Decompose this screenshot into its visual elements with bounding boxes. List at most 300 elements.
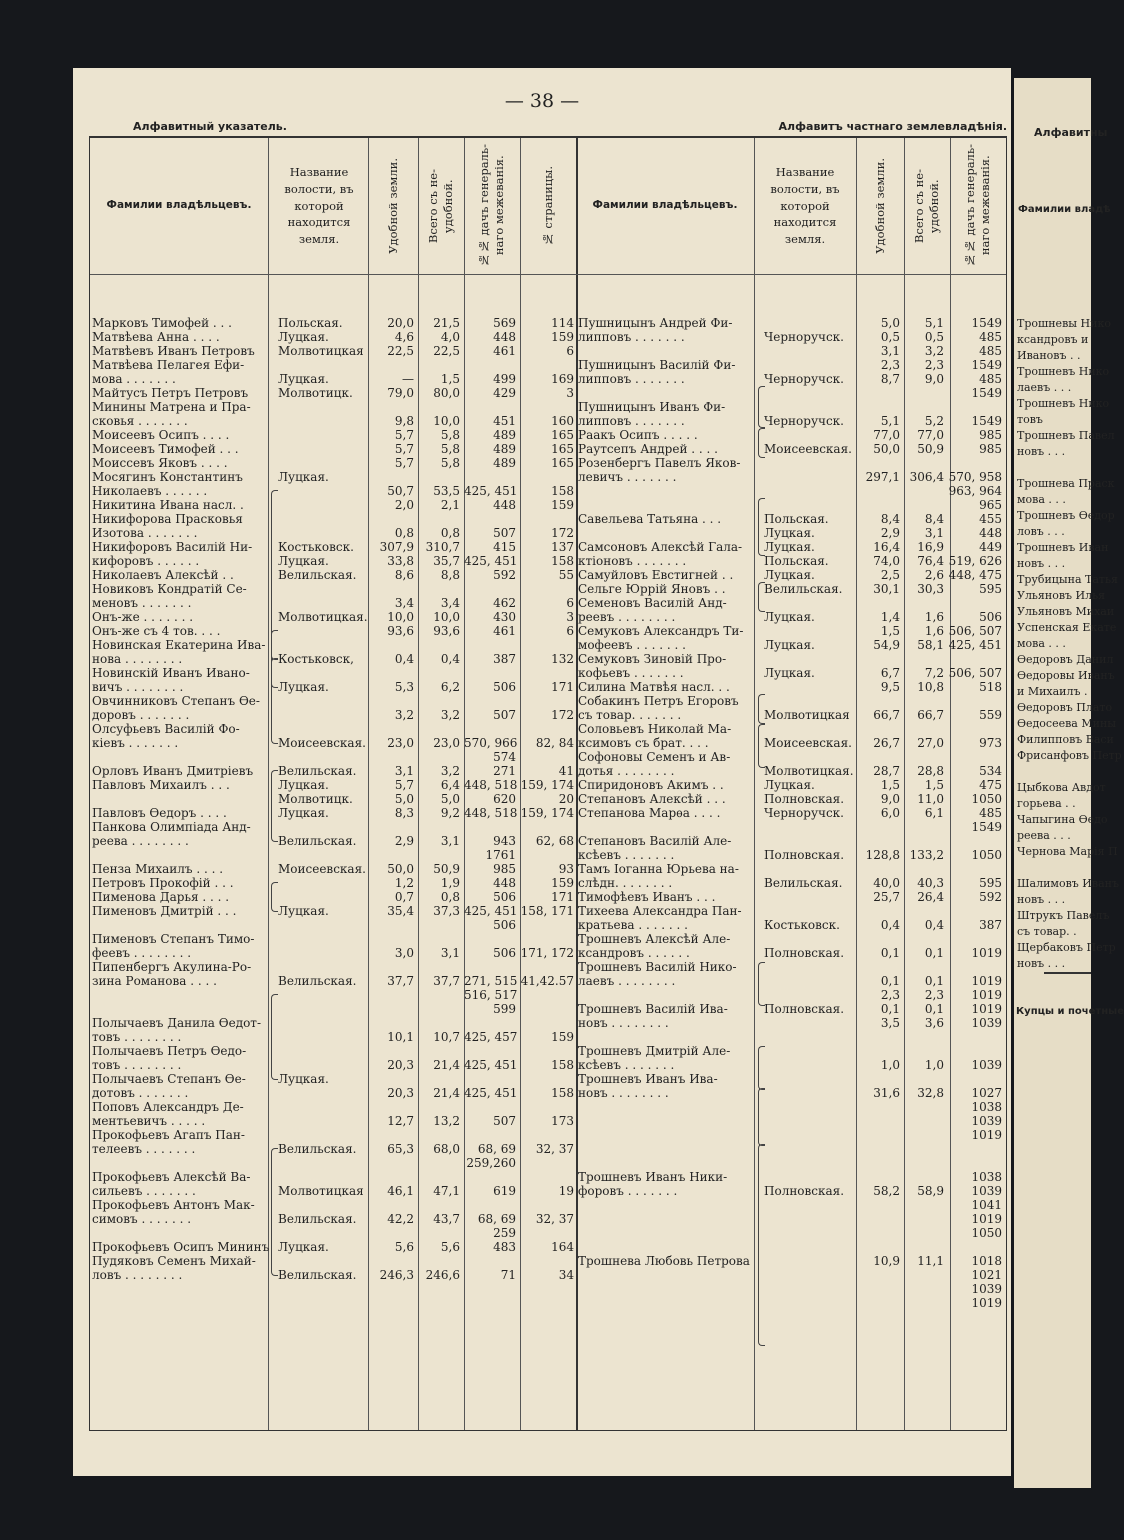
total-land: 11,1: [917, 1254, 944, 1268]
table-row: [578, 1282, 1006, 1296]
owner-name: товъ . . . . . . . .: [92, 1058, 182, 1072]
usable-land: 3,1: [880, 344, 900, 358]
owner-name: съ товар. . . . . . .: [578, 708, 682, 722]
table-row: [92, 974, 576, 988]
owner-name: Панкова Олимпіада Анд-: [92, 820, 251, 834]
group-brace: [758, 428, 765, 458]
volost-name: Костьковск,: [278, 652, 354, 666]
dacha-numbers: 507: [493, 708, 516, 722]
table-row: [92, 1212, 576, 1226]
owner-name: липповъ . . . . . . .: [578, 414, 685, 428]
owner-name: Николаевъ Алексѣй . .: [92, 568, 234, 582]
total-land: 1,0: [924, 1058, 944, 1072]
owner-name: Павловъ Ѳедоръ . . . .: [92, 806, 227, 820]
page-refs: 62, 68: [535, 834, 574, 848]
table-row: [578, 414, 1006, 428]
dacha-numbers: 570, 966: [464, 736, 518, 750]
owner-name: ксандровъ . . . . . .: [578, 946, 690, 960]
usable-land: 0,1: [880, 974, 900, 988]
dacha-numbers: 570, 958: [948, 470, 1002, 484]
table-row: [578, 540, 1006, 554]
total-land: 16,9: [917, 540, 944, 554]
dacha-numbers: 483: [493, 1240, 516, 1254]
dacha-numbers: 1549: [971, 414, 1002, 428]
total-land: 76,4: [917, 554, 944, 568]
usable-land: 93,6: [387, 624, 414, 638]
usable-land: 42,2: [387, 1212, 414, 1226]
usable-land: 3,5: [880, 1016, 900, 1030]
dacha-numbers: 1039: [971, 1114, 1002, 1128]
total-land: 5,8: [440, 456, 460, 470]
total-land: 3,6: [924, 1016, 944, 1030]
owner-name: Пудяковъ Семенъ Михай-: [92, 1254, 256, 1268]
total-land: 5,2: [924, 414, 944, 428]
volost-name: Велильская.: [278, 764, 357, 778]
owner-name: ксимовъ съ брат. . . .: [578, 736, 709, 750]
dacha-numbers: 507: [493, 526, 516, 540]
volost-name: Моисеевская.: [764, 736, 852, 750]
volost-name: Молвотицкая: [764, 708, 850, 722]
dacha-numbers: 449: [979, 540, 1002, 554]
owner-name: Овчинниковъ Степанъ Ѳе-: [92, 694, 260, 708]
table-row: [578, 1128, 1006, 1142]
table-row: [578, 386, 1006, 400]
dacha-numbers: 973: [979, 736, 1002, 750]
owner-name: Степанова Марѳа . . . .: [578, 806, 721, 820]
dacha-numbers: 451: [493, 414, 516, 428]
table-row: [578, 1086, 1006, 1100]
table-row: [578, 344, 1006, 358]
adjacent-page-header: Алфавитны: [1034, 126, 1108, 139]
table-row: [578, 1002, 1006, 1016]
adjacent-page-line: горьева . .: [1017, 797, 1076, 810]
page-refs: 6: [566, 624, 574, 638]
owner-name: Прокофьевъ Антонъ Мак-: [92, 1198, 255, 1212]
owner-name: кратьева . . . . . . .: [578, 918, 688, 932]
owner-name: дотовъ . . . . . . .: [92, 1086, 189, 1100]
total-land: 30,3: [917, 582, 944, 596]
dacha-numbers: 271, 515: [464, 974, 518, 988]
table-row: [578, 722, 1006, 736]
total-land: 0,1: [924, 946, 944, 960]
total-land: 53,5: [433, 484, 460, 498]
table-row: [92, 666, 576, 680]
table-row: [92, 778, 576, 792]
adjacent-page-line: и Михаилъ .: [1017, 685, 1088, 698]
owner-name: Тимофѣевъ Иванъ . . .: [578, 890, 716, 904]
adjacent-page-line: Трошневъ Нико: [1017, 397, 1110, 410]
dacha-numbers: 1021: [971, 1268, 1002, 1282]
owner-name: Новиковъ Кондратій Се-: [92, 582, 247, 596]
owner-name: Моисеевъ Осипъ . . . .: [92, 428, 230, 442]
dacha-numbers: 455: [979, 512, 1002, 526]
table-row: [578, 1016, 1006, 1030]
owner-name: доровъ . . . . . . .: [92, 708, 190, 722]
dacha-numbers: 943: [493, 834, 516, 848]
owner-name: Трошневъ Василій Нико-: [578, 960, 737, 974]
table-row: [578, 610, 1006, 624]
table-row: [92, 946, 576, 960]
total-land: 93,6: [433, 624, 460, 638]
owner-name: зина Романова . . . .: [92, 974, 217, 988]
total-land: 6,2: [440, 680, 460, 694]
table-row: [578, 806, 1006, 820]
owner-name: Сельге Юррій Яновъ . .: [578, 582, 726, 596]
table-row: [92, 806, 576, 820]
dacha-numbers: 425, 451: [464, 484, 518, 498]
usable-land: 8,6: [394, 568, 414, 582]
table-row: [578, 1058, 1006, 1072]
adjacent-page-line: Трубицына Татья: [1017, 573, 1118, 586]
owner-name: Пушницынъ Василій Фи-: [578, 358, 736, 372]
owner-name: Прокофьевъ Осипъ Мининъ: [92, 1240, 270, 1254]
table-row: [92, 820, 576, 834]
total-land: 37,3: [433, 904, 460, 918]
dacha-numbers: 519, 626: [948, 554, 1002, 568]
volost-name: Моисеевская.: [278, 862, 366, 876]
volost-name: Молвотицк.: [278, 792, 353, 806]
usable-land: 5,3: [394, 680, 414, 694]
dacha-numbers: 506, 507: [948, 666, 1002, 680]
owner-name: новъ . . . . . . . .: [578, 1086, 669, 1100]
total-land: 3,2: [440, 708, 460, 722]
dacha-numbers: 1019: [971, 1212, 1002, 1226]
table-row: [578, 1198, 1006, 1212]
table-row: [92, 1254, 576, 1268]
table-row: [92, 582, 576, 596]
volost-name: Луцкая.: [278, 372, 329, 386]
group-brace: [758, 1144, 765, 1346]
total-land: 3,1: [440, 834, 460, 848]
owner-name: Силина Матвѣя насл. . .: [578, 680, 730, 694]
owner-name: феевъ . . . . . . . .: [92, 946, 192, 960]
volost-name: Велильская.: [278, 1142, 357, 1156]
owner-name: Прокофьевъ Алексѣй Ва-: [92, 1170, 251, 1184]
table-row: [92, 750, 576, 764]
total-land: 37,7: [433, 974, 460, 988]
owner-name: Розенбергъ Павелъ Яков-: [578, 456, 741, 470]
usable-land: 58,2: [873, 1184, 900, 1198]
volost-name: Польская.: [764, 554, 829, 568]
dacha-numbers: 430: [493, 610, 516, 624]
page-refs: 82, 84: [535, 736, 574, 750]
usable-land: 50,0: [387, 862, 414, 876]
table-row: [578, 1100, 1006, 1114]
dacha-numbers: 1019: [971, 1296, 1002, 1310]
volost-name: Моисеевская.: [764, 442, 852, 456]
volost-name: Луцкая.: [278, 1240, 329, 1254]
total-land: 0,4: [440, 652, 460, 666]
volost-name: Велильская.: [764, 582, 843, 596]
table-row: [578, 708, 1006, 722]
owner-name: форовъ . . . . . . .: [578, 1184, 678, 1198]
usable-land: 50,0: [873, 442, 900, 456]
usable-land: 307,9: [379, 540, 414, 554]
dacha-numbers: 1019: [971, 988, 1002, 1002]
owner-name: слѣдн. . . . . . . .: [578, 876, 673, 890]
usable-land: 0,1: [880, 946, 900, 960]
owner-name: Пименова Дарья . . . .: [92, 890, 230, 904]
usable-land: 3,4: [394, 596, 414, 610]
page-refs: 114: [551, 316, 574, 330]
dacha-numbers: 1549: [971, 316, 1002, 330]
dacha-numbers: 569: [493, 316, 516, 330]
owner-name: липповъ . . . . . . .: [578, 330, 685, 344]
owner-name: Николаевъ . . . . . .: [92, 484, 208, 498]
volost-name: Луцкая.: [278, 470, 329, 484]
table-row: [92, 638, 576, 652]
volost-name: Велильская.: [278, 1268, 357, 1282]
dacha-numbers: 1019: [971, 1128, 1002, 1142]
table-row: [92, 330, 576, 344]
dacha-numbers: 506: [493, 946, 516, 960]
table-row: [578, 1072, 1006, 1086]
dacha-numbers: 429: [493, 386, 516, 400]
usable-land: 65,3: [387, 1142, 414, 1156]
group-brace: [271, 882, 278, 912]
col-header-owners: Фамилии владѣльцевъ.: [592, 199, 738, 212]
total-land: 0,5: [924, 330, 944, 344]
owner-name: Новинскій Иванъ Ивано-: [92, 666, 250, 680]
total-land: 9,0: [924, 372, 944, 386]
owner-name: Павловъ Михаилъ . . .: [92, 778, 230, 792]
usable-land: 5,1: [880, 414, 900, 428]
page-refs: 165: [551, 428, 574, 442]
page-refs: 160: [551, 414, 574, 428]
table-row: [92, 1198, 576, 1212]
owner-name: Пушницынъ Андрей Фи-: [578, 316, 733, 330]
table-row: [92, 652, 576, 666]
owner-name: Семеновъ Василій Анд-: [578, 596, 727, 610]
adjacent-page-line: Трошневъ Иван: [1017, 541, 1109, 554]
adjacent-page-line: Чапыгина Ѳедо: [1017, 813, 1108, 826]
table-row: [92, 876, 576, 890]
dacha-numbers: 985: [493, 862, 516, 876]
usable-land: 74,0: [873, 554, 900, 568]
total-land: 77,0: [917, 428, 944, 442]
adjacent-page-section: Купцы и почетные: [1016, 1006, 1124, 1017]
adjacent-page-line: съ товар. .: [1017, 925, 1077, 938]
owner-name: Трошневъ Иванъ Ива-: [578, 1072, 718, 1086]
page-refs: 164: [551, 1240, 574, 1254]
dacha-numbers: 387: [493, 652, 516, 666]
page-refs: 172: [551, 708, 574, 722]
volost-name: Молвотицкая.: [764, 764, 854, 778]
total-land: 3,2: [440, 764, 460, 778]
running-header-left: Алфавитный указатель.: [133, 120, 287, 133]
owner-name: Матвѣева Анна . . . .: [92, 330, 220, 344]
col-header-volost: Название волости, въ которой находится земля.: [770, 165, 840, 246]
table-row: [578, 820, 1006, 834]
owner-name: телеевъ . . . . . . .: [92, 1142, 196, 1156]
table-row: [578, 652, 1006, 666]
table-row: [578, 974, 1006, 988]
table-row: [578, 624, 1006, 638]
usable-land: 5,7: [394, 456, 414, 470]
dacha-numbers: 425, 451: [464, 554, 518, 568]
adjacent-page-rule: [1044, 972, 1091, 974]
adjacent-page-line: Трошневы Нико: [1017, 317, 1111, 330]
table-row: [578, 330, 1006, 344]
adjacent-page-line: Трошнева Праск: [1017, 477, 1115, 490]
owner-name: ксѣевъ . . . . . . .: [578, 848, 675, 862]
table-row: [578, 946, 1006, 960]
page-refs: 159: [551, 876, 574, 890]
group-brace: [758, 582, 765, 612]
total-land: 246,6: [425, 1268, 460, 1282]
dacha-numbers: 448: [493, 876, 516, 890]
adjacent-page-line: Фрисанфовъ Петр: [1017, 749, 1122, 762]
adjacent-page-owner-header: Фамилии владѣ: [1018, 204, 1111, 215]
owner-name: Петровъ Прокофій . . .: [92, 876, 234, 890]
table-row: [578, 1268, 1006, 1282]
usable-land: 246,3: [379, 1268, 414, 1282]
usable-land: 46,1: [387, 1184, 414, 1198]
dacha-numbers: 415: [493, 540, 516, 554]
adjacent-page-line: новъ . . .: [1017, 445, 1066, 458]
usable-land: 20,0: [387, 316, 414, 330]
usable-land: 2,0: [394, 498, 414, 512]
volost-name: Луцкая.: [278, 904, 329, 918]
page-refs: 20: [558, 792, 574, 806]
table-row: [92, 456, 576, 470]
total-land: 1,9: [440, 876, 460, 890]
usable-land: 1,5: [880, 778, 900, 792]
volost-name: Велильская.: [278, 1212, 357, 1226]
usable-land: 35,4: [387, 904, 414, 918]
dacha-numbers: 1549: [971, 820, 1002, 834]
table-row: [578, 316, 1006, 330]
dacha-numbers: 1761: [485, 848, 516, 862]
table-row: [92, 386, 576, 400]
usable-land: 26,7: [873, 736, 900, 750]
total-land: 3,4: [440, 596, 460, 610]
usable-land: 23,0: [387, 736, 414, 750]
owner-name: мофеевъ . . . . . . .: [578, 638, 686, 652]
dacha-numbers: 506: [493, 918, 516, 932]
dacha-numbers: 425, 451: [464, 1086, 518, 1100]
dacha-numbers: 1027: [971, 1086, 1002, 1100]
dacha-numbers: 506: [979, 610, 1002, 624]
page-refs: 93: [558, 862, 574, 876]
owner-name: Трошневъ Дмитрій Але-: [578, 1044, 731, 1058]
usable-land: 6,7: [880, 666, 900, 680]
total-land: 6,4: [440, 778, 460, 792]
group-brace: [758, 1046, 765, 1090]
total-land: 11,0: [917, 792, 944, 806]
dacha-numbers: 592: [979, 890, 1002, 904]
total-land: 10,0: [433, 610, 460, 624]
total-land: 66,7: [917, 708, 944, 722]
owner-name: Савельева Татьяна . . .: [578, 512, 722, 526]
col-header-total: Всего съ не- удобной.: [912, 168, 941, 244]
usable-land: 9,0: [880, 792, 900, 806]
owner-name: Собакинъ Петръ Егоровъ: [578, 694, 739, 708]
owner-name: Трошневъ Василій Ива-: [578, 1002, 728, 1016]
table-row: [578, 890, 1006, 904]
volost-name: Луцкая.: [764, 666, 815, 680]
volost-name: Полновская.: [764, 792, 845, 806]
dacha-numbers: 1039: [971, 1282, 1002, 1296]
table-row: [92, 414, 576, 428]
owner-name: Трошнева Любовь Петрова: [578, 1254, 750, 1268]
dacha-numbers: 448, 518: [464, 806, 518, 820]
table-row: [578, 1226, 1006, 1240]
table-row: [92, 498, 576, 512]
adjacent-page-line: Трошневъ Павел: [1017, 429, 1115, 442]
table-row: [92, 540, 576, 554]
usable-land: 4,6: [394, 330, 414, 344]
page-refs: 32, 37: [535, 1142, 574, 1156]
page-refs: 173: [551, 1114, 574, 1128]
total-land: 1,5: [440, 372, 460, 386]
table-row: [578, 1044, 1006, 1058]
owner-name: Семуковъ Зиновій Про-: [578, 652, 727, 666]
page-refs: 158: [551, 1086, 574, 1100]
dacha-numbers: 448, 475: [948, 568, 1002, 582]
col-header-pages: № страницы.: [540, 165, 555, 247]
usable-land: 30,1: [873, 582, 900, 596]
usable-land: 79,0: [387, 386, 414, 400]
volost-name: Полновская.: [764, 1002, 845, 1016]
table-row: [578, 1142, 1006, 1156]
dacha-numbers: 1039: [971, 1184, 1002, 1198]
table-row: [92, 890, 576, 904]
dacha-numbers: 619: [493, 1184, 516, 1198]
total-land: 40,3: [917, 876, 944, 890]
adjacent-page-line: Ѳедосеева Мины: [1017, 717, 1117, 730]
table-row: [578, 1170, 1006, 1184]
volost-name: Польская.: [764, 512, 829, 526]
adjacent-page-line: Шалимовъ Иванъ: [1017, 877, 1119, 890]
owner-name: Онъ-же . . . . . . .: [92, 610, 194, 624]
dacha-numbers: 425, 451: [948, 638, 1002, 652]
table-row: [578, 1114, 1006, 1128]
owner-name: Марковъ Тимофей . . .: [92, 316, 232, 330]
owner-name: Изотова . . . . . . .: [92, 526, 198, 540]
table-row: [92, 1058, 576, 1072]
total-land: 0,1: [924, 1002, 944, 1016]
dacha-numbers: 595: [979, 582, 1002, 596]
total-land: 133,2: [909, 848, 944, 862]
table-row: [92, 512, 576, 526]
total-land: 8,8: [440, 568, 460, 582]
owner-name: Пименовъ Степанъ Тимо-: [92, 932, 255, 946]
adjacent-page-line: мова . . .: [1017, 493, 1066, 506]
owner-name: Тамъ Іоганна Юрьева на-: [578, 862, 739, 876]
usable-land: 66,7: [873, 708, 900, 722]
usable-land: 16,4: [873, 540, 900, 554]
owner-name: реева . . . . . . . .: [92, 834, 189, 848]
usable-land: 50,7: [387, 484, 414, 498]
table-row: [92, 1240, 576, 1254]
dacha-numbers: 516, 517: [464, 988, 518, 1002]
volost-name: Луцкая.: [764, 610, 815, 624]
usable-land: 3,0: [394, 946, 414, 960]
dacha-numbers: 620: [493, 792, 516, 806]
dacha-numbers: 485: [979, 372, 1002, 386]
table-row: [92, 484, 576, 498]
volost-name: Велильская.: [764, 876, 843, 890]
volost-name: Моисеевская.: [278, 736, 366, 750]
owner-name: Трошневъ Иванъ Ники-: [578, 1170, 728, 1184]
volost-name: Луцкая.: [278, 778, 329, 792]
page-refs: 171: [551, 890, 574, 904]
owner-name: симовъ . . . . . . .: [92, 1212, 192, 1226]
document-page: [73, 68, 1011, 1476]
dacha-numbers: 68, 69: [477, 1212, 516, 1226]
dacha-numbers: 534: [979, 764, 1002, 778]
